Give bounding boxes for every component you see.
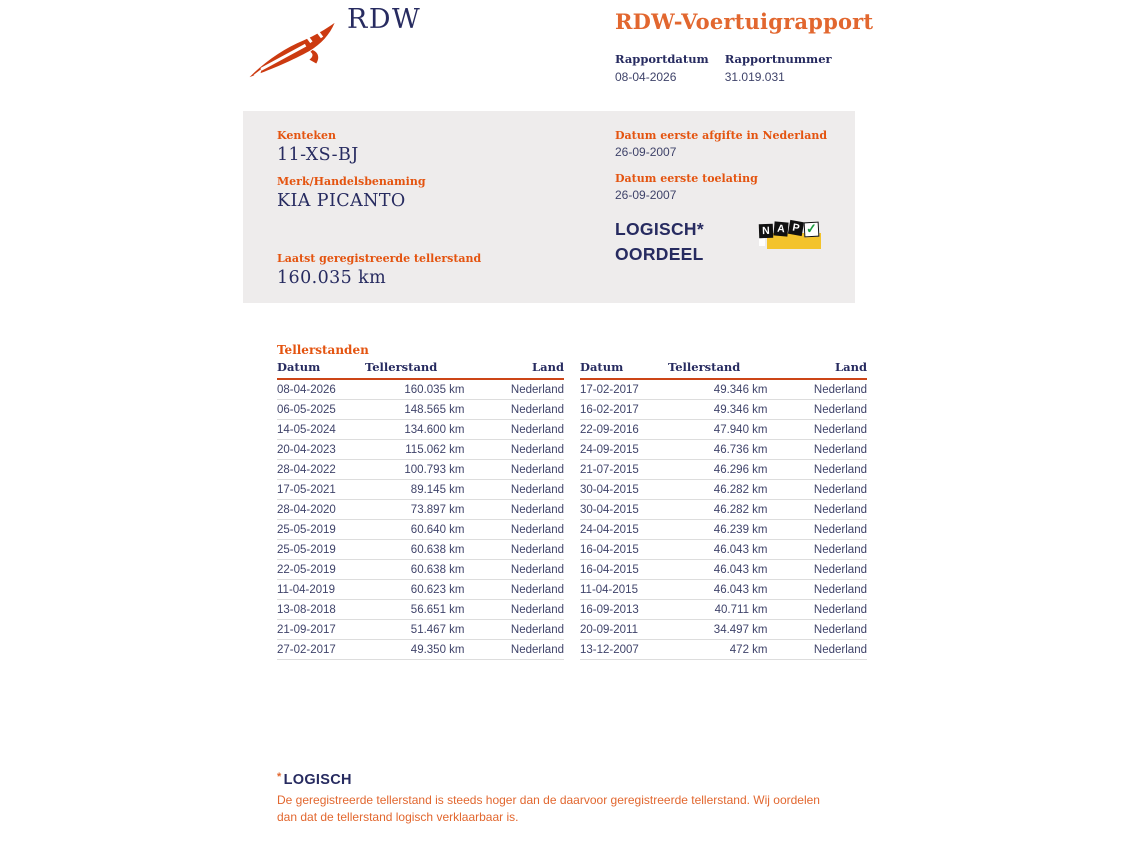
vehicle-summary-box [243, 111, 855, 303]
odometer-cell: 60.640 km [365, 520, 465, 540]
nap-checkmark-icon: ✓ [804, 222, 820, 238]
table-row [580, 540, 867, 560]
table-row [277, 500, 564, 520]
odometer-tables [277, 360, 867, 660]
odometer-cell: 148.565 km [365, 400, 465, 420]
table-row [580, 480, 867, 500]
odometer-cell: 46.282 km [668, 480, 768, 500]
column-header-tellerstand: Tellerstand [668, 360, 768, 379]
report-number-label: Rapportnummer [724, 52, 832, 66]
country-cell: Nederland [465, 440, 565, 460]
nap-letter-p: P [788, 220, 804, 236]
table-header-row [580, 360, 867, 379]
country-cell: Nederland [465, 580, 565, 600]
odometer-cell: 49.346 km [668, 400, 768, 420]
toelating-value: 26-09-2007 [615, 188, 677, 202]
date-cell: 28-04-2022 [277, 460, 365, 480]
date-cell: 16-04-2015 [580, 560, 668, 580]
country-cell: Nederland [768, 540, 868, 560]
odometer-cell: 56.651 km [365, 600, 465, 620]
date-cell: 13-08-2018 [277, 600, 365, 620]
tellerstanden-section-title: Tellerstanden [277, 343, 369, 357]
country-cell: Nederland [465, 520, 565, 540]
report-number-block [725, 52, 832, 84]
table-row [580, 500, 867, 520]
table-row [277, 440, 564, 460]
country-cell: Nederland [768, 500, 868, 520]
country-cell: Nederland [465, 560, 565, 580]
table-row [277, 420, 564, 440]
date-cell: 22-05-2019 [277, 560, 365, 580]
odometer-cell: 89.145 km [365, 480, 465, 500]
date-cell: 14-05-2024 [277, 420, 365, 440]
tellerstand-value: 160.035 km [277, 268, 387, 288]
date-cell: 30-04-2015 [580, 500, 668, 520]
country-cell: Nederland [465, 640, 565, 660]
date-cell: 24-09-2015 [580, 440, 668, 460]
odometer-cell: 46.043 km [668, 580, 768, 600]
table-row [580, 620, 867, 640]
table-row [277, 379, 564, 400]
country-cell: Nederland [768, 600, 868, 620]
nap-letter-a: A [773, 221, 788, 236]
odometer-table-right [580, 360, 867, 660]
odometer-cell: 160.035 km [365, 379, 465, 400]
odometer-cell: 100.793 km [365, 460, 465, 480]
odometer-cell: 46.282 km [668, 500, 768, 520]
country-cell: Nederland [768, 520, 868, 540]
odometer-cell: 51.467 km [365, 620, 465, 640]
table-row [580, 560, 867, 580]
country-cell: Nederland [465, 500, 565, 520]
report-date-block [615, 52, 709, 84]
country-cell: Nederland [768, 640, 868, 660]
page-title: RDW-Voertuigrapport [615, 9, 874, 34]
odometer-cell: 46.043 km [668, 560, 768, 580]
table-row [580, 640, 867, 660]
date-cell: 16-02-2017 [580, 400, 668, 420]
afgifte-label: Datum eerste afgifte in Nederland [615, 129, 828, 142]
kenteken-value: 11-XS-BJ [277, 145, 359, 165]
country-cell: Nederland [768, 400, 868, 420]
date-cell: 11-04-2019 [277, 580, 365, 600]
odometer-cell: 134.600 km [365, 420, 465, 440]
country-cell: Nederland [768, 560, 868, 580]
column-header-datum: Datum [580, 360, 668, 379]
country-cell: Nederland [465, 400, 565, 420]
date-cell: 16-04-2015 [580, 540, 668, 560]
table-row [277, 600, 564, 620]
footnote-title [277, 771, 352, 788]
table-row [277, 520, 564, 540]
country-cell: Nederland [465, 480, 565, 500]
table-row [277, 560, 564, 580]
table-row [277, 580, 564, 600]
table-row [277, 620, 564, 640]
date-cell: 11-04-2015 [580, 580, 668, 600]
table-row [580, 520, 867, 540]
rdw-griffin-icon [247, 21, 341, 84]
date-cell: 17-02-2017 [580, 379, 668, 400]
afgifte-value: 26-09-2007 [615, 145, 677, 159]
date-cell: 25-05-2019 [277, 540, 365, 560]
odometer-cell: 46.239 km [668, 520, 768, 540]
summary-left-column [277, 129, 597, 298]
odometer-cell: 60.623 km [365, 580, 465, 600]
odometer-cell: 73.897 km [365, 500, 465, 520]
odometer-cell: 49.350 km [365, 640, 465, 660]
footnote-text: De geregistreerde tellerstand is steeds hoger dan de daarvoor geregistreerde tellerstand. Wij oordelen dan dat de tellerstand logisch verklaarbaar is. [277, 793, 820, 824]
table-row [580, 379, 867, 400]
column-header-datum: Datum [277, 360, 365, 379]
odometer-cell: 60.638 km [365, 540, 465, 560]
nap-letter-n: N [759, 224, 773, 238]
date-cell: 21-09-2017 [277, 620, 365, 640]
date-cell: 13-12-2007 [580, 640, 668, 660]
report-date-value: 08-04-2026 [615, 70, 677, 84]
rdw-logo-text: RDW [347, 4, 422, 35]
odometer-cell: 47.940 km [668, 420, 768, 440]
date-cell: 22-09-2016 [580, 420, 668, 440]
kenteken-label: Kenteken [277, 129, 337, 142]
odometer-cell: 46.296 km [668, 460, 768, 480]
table-row [580, 440, 867, 460]
country-cell: Nederland [768, 460, 868, 480]
date-cell: 20-09-2011 [580, 620, 668, 640]
table-row [277, 460, 564, 480]
odometer-cell: 40.711 km [668, 600, 768, 620]
odometer-cell: 46.736 km [668, 440, 768, 460]
country-cell: Nederland [465, 540, 565, 560]
table-row [277, 640, 564, 660]
table-row [580, 420, 867, 440]
merk-value: KIA PICANTO [277, 191, 406, 211]
table-row [580, 580, 867, 600]
tellerstand-label: Laatst geregistreerde tellerstand [277, 252, 482, 265]
table-row [277, 480, 564, 500]
nap-white-notch [759, 238, 765, 246]
date-cell: 17-05-2021 [277, 480, 365, 500]
country-cell: Nederland [768, 580, 868, 600]
table-header-row [277, 360, 564, 379]
country-cell: Nederland [465, 620, 565, 640]
country-cell: Nederland [465, 460, 565, 480]
asterisk-marker: * [277, 771, 282, 783]
date-cell: 21-07-2015 [580, 460, 668, 480]
date-cell: 06-05-2025 [277, 400, 365, 420]
odometer-cell: 60.638 km [365, 560, 465, 580]
date-cell: 20-04-2023 [277, 440, 365, 460]
date-cell: 25-05-2019 [277, 520, 365, 540]
date-cell: 30-04-2015 [580, 480, 668, 500]
table-row [277, 400, 564, 420]
odometer-cell: 115.062 km [365, 440, 465, 460]
oordeel-line1: LOGISCH* [615, 219, 704, 239]
table-row [277, 540, 564, 560]
country-cell: Nederland [768, 440, 868, 460]
country-cell: Nederland [465, 600, 565, 620]
country-cell: Nederland [465, 379, 565, 400]
table-row [580, 400, 867, 420]
report-meta [615, 52, 832, 84]
date-cell: 24-04-2015 [580, 520, 668, 540]
nap-logo [757, 221, 825, 253]
footnote-title-text: LOGISCH [283, 772, 352, 788]
report-date-label: Rapportdatum [615, 52, 709, 66]
odometer-cell: 472 km [668, 640, 768, 660]
odometer-cell: 46.043 km [668, 540, 768, 560]
table-row [580, 460, 867, 480]
report-number-value: 31.019.031 [724, 70, 785, 84]
date-cell: 08-04-2026 [277, 379, 365, 400]
country-cell: Nederland [768, 379, 868, 400]
date-cell: 16-09-2013 [580, 600, 668, 620]
toelating-label: Datum eerste toelating [615, 172, 758, 185]
odometer-cell: 49.346 km [668, 379, 768, 400]
odometer-cell: 34.497 km [668, 620, 768, 640]
date-cell: 28-04-2020 [277, 500, 365, 520]
merk-label: Merk/Handelsbenaming [277, 175, 426, 188]
column-header-land: Land [465, 360, 565, 379]
table-row [580, 600, 867, 620]
column-header-land: Land [768, 360, 868, 379]
column-header-tellerstand: Tellerstand [365, 360, 465, 379]
country-cell: Nederland [768, 480, 868, 500]
country-cell: Nederland [768, 620, 868, 640]
oordeel-line2: OORDEEL [615, 244, 704, 264]
date-cell: 27-02-2017 [277, 640, 365, 660]
country-cell: Nederland [768, 420, 868, 440]
country-cell: Nederland [465, 420, 565, 440]
odometer-table-left [277, 360, 564, 660]
